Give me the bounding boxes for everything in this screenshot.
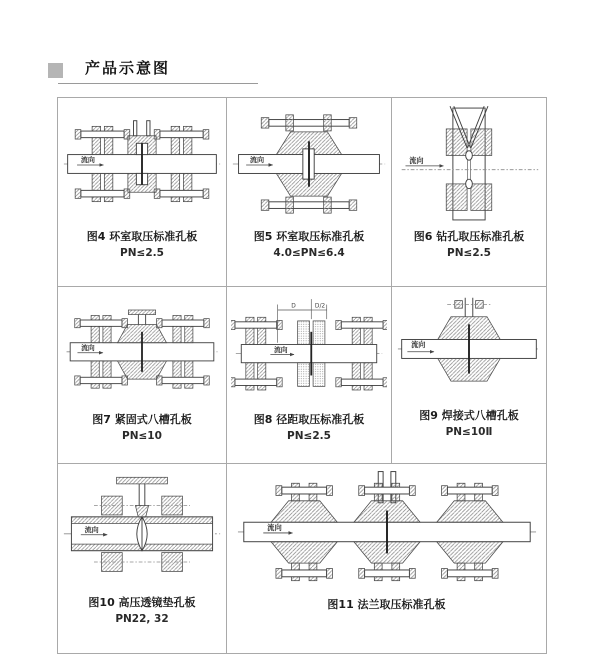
figure-spec: PN≤10: [122, 430, 162, 442]
orifice-diagram-fig5: [231, 101, 387, 227]
orifice-diagram-fig10: [62, 467, 222, 593]
orifice-diagram-fig7: [62, 290, 222, 410]
orifice-diagram-fig6: [396, 101, 542, 227]
figure-caption-block: [414, 229, 524, 261]
figure-spec: PN≤2.5: [447, 247, 491, 259]
figure-caption-block: [254, 229, 364, 261]
flow-direction-label: 流向: [409, 156, 424, 166]
title-divider: [58, 83, 258, 84]
dimension-label-d: D: [291, 303, 296, 310]
dimension-label-d2: D/2: [314, 303, 326, 310]
figure-caption-block: [254, 412, 364, 444]
figure-cell-fig4: [58, 98, 226, 286]
flow-direction-label: 流向: [81, 344, 95, 352]
figure-spec: 4.0≤PN≤6.4: [273, 247, 345, 259]
figure-caption-block: [87, 229, 197, 261]
figure-cell-fig7: [58, 287, 226, 463]
figure-caption: 图9 焊接式八槽孔板: [419, 409, 519, 422]
flow-direction-label: 流向: [411, 340, 426, 350]
figure-caption: 图6 钻孔取压标准孔板: [413, 230, 525, 243]
figure-cell-fig11: [227, 464, 546, 653]
orifice-diagram-fig9: [396, 290, 542, 406]
figure-caption: 图11 法兰取压标准孔板: [327, 598, 446, 611]
figure-cell-fig6: [392, 98, 546, 286]
figure-caption: 图10 高压透镜垫孔板: [88, 596, 196, 609]
flow-direction-label: 流向: [84, 524, 99, 534]
figure-caption-block: [327, 597, 445, 613]
orifice-diagram-fig8: [231, 290, 387, 410]
figure-caption: 图5 环室取压标准孔板: [253, 230, 365, 243]
figure-spec: PN≤10Ⅱ: [445, 426, 493, 438]
flow-direction-label: 流向: [274, 345, 288, 354]
section-marker-icon: [48, 63, 63, 78]
figure-caption: 图4 环室取压标准孔板: [86, 230, 198, 243]
diagram-grid: [57, 97, 547, 654]
figure-caption-block: [92, 412, 191, 444]
orifice-diagram-fig11: [236, 467, 538, 595]
flow-direction-label: 流向: [80, 155, 95, 165]
page-title: 产品示意图: [85, 59, 171, 77]
figure-caption: 图7 紧固式八槽孔板: [92, 413, 192, 426]
figure-cell-fig8: [227, 287, 391, 463]
figure-cell-fig10: [58, 464, 226, 653]
figure-cell-fig5: [227, 98, 391, 286]
figure-spec: PN22, 32: [115, 613, 169, 625]
figure-spec: PN≤2.5: [120, 247, 164, 259]
orifice-diagram-fig4: [62, 101, 222, 227]
flow-direction-label: 流向: [266, 523, 282, 533]
figure-caption-block: [419, 408, 518, 440]
figure-caption-block: [88, 595, 195, 627]
figure-caption: 图8 径距取压标准孔板: [253, 413, 365, 426]
figure-cell-fig9: [392, 287, 546, 463]
flow-direction-label: 流向: [249, 155, 265, 165]
figure-spec: PN≤2.5: [287, 430, 331, 442]
